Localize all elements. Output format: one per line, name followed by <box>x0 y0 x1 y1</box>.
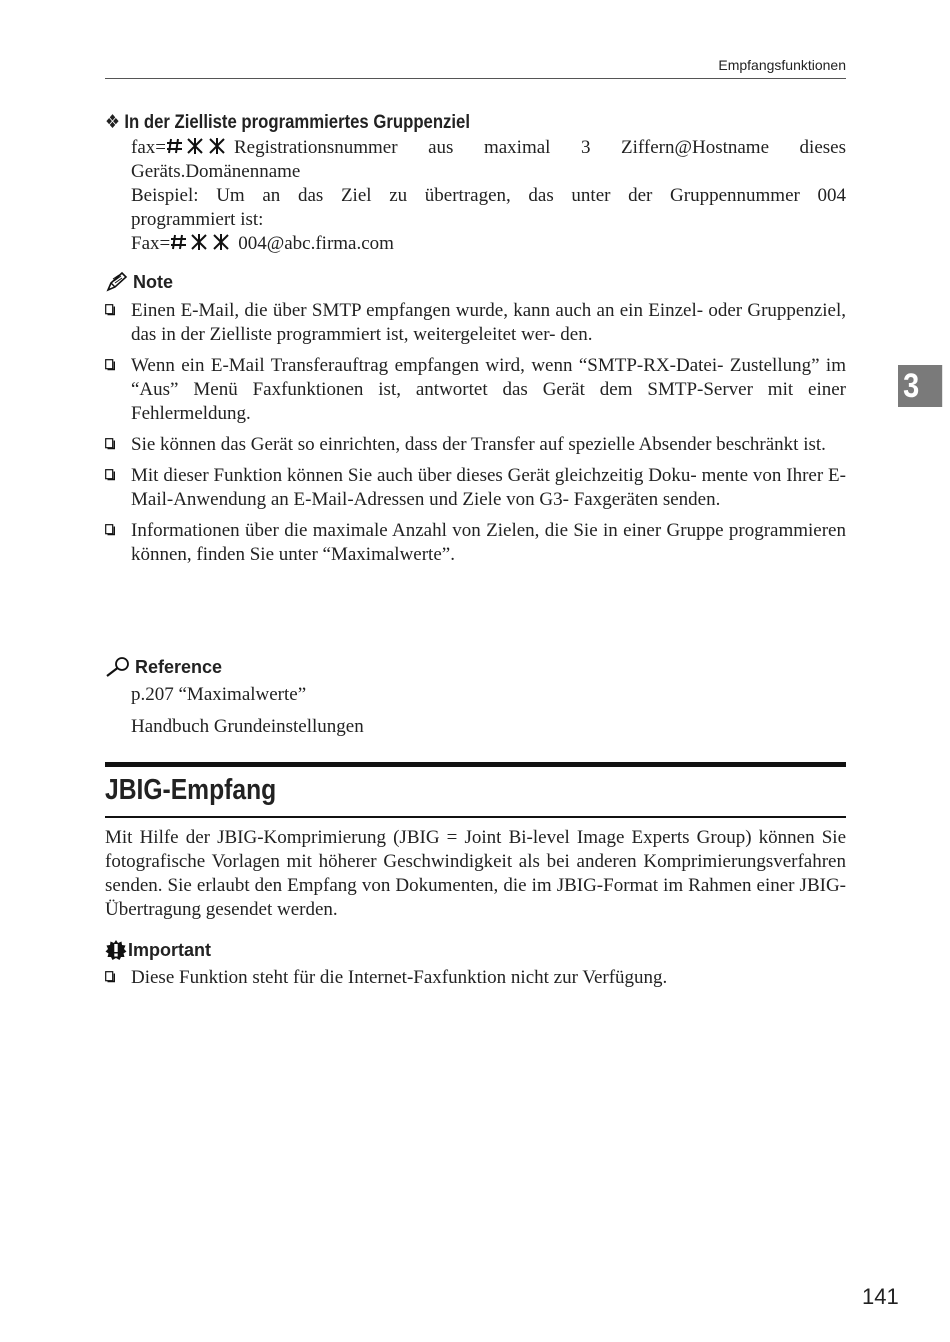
important-item <box>105 966 846 990</box>
note-item-text: Wenn ein E-Mail Transferauftrag empfangen wird, wenn “SMTP-RX-Datei- Zustellung” im “Aus” Menü Faxfunktionen ist, antwortet das Gerät dem SMTP-Server mit einer Fehlermeldung. <box>131 355 846 424</box>
group-line-4: programmiert ist: <box>131 209 264 230</box>
fax-example-suffix: 004@abc.firma.com <box>238 233 394 254</box>
fax-example-prefix: Fax= <box>131 233 171 254</box>
checkbox-bullet-icon <box>105 304 115 316</box>
checkbox-bullet-icon <box>105 524 115 536</box>
note-item <box>105 519 846 567</box>
important-label <box>105 939 211 961</box>
running-head: Empfangsfunktionen <box>718 57 846 73</box>
note-item-text: Einen E-Mail, die über SMTP empfangen wurde, kann auch an ein Einzel- oder Gruppenziel, das in der Zielliste programmiert ist, weitergeleitet wer- den. <box>131 300 846 345</box>
hash-star-star-symbol-icon <box>166 137 234 155</box>
jbig-paragraph-block <box>105 826 846 922</box>
note-item <box>105 433 846 457</box>
note-list <box>105 299 846 574</box>
group-line-2: Geräts.Domänenname <box>131 161 301 182</box>
reference-line: p.207 “Maximalwerte” <box>131 684 307 705</box>
group-line-3: Beispiel: Um an das Ziel zu übertragen, das unter der Gruppennummer 004 <box>131 185 846 206</box>
note-item <box>105 299 846 347</box>
note-item <box>105 354 846 426</box>
checkbox-bullet-icon <box>105 971 115 983</box>
hash-star-star-symbol-icon <box>170 233 238 251</box>
magnifier-icon <box>105 656 131 678</box>
header-rule <box>105 78 846 79</box>
section-title: JBIG-Empfang <box>105 774 277 806</box>
checkbox-bullet-icon <box>105 359 115 371</box>
jbig-paragraph: Mit Hilfe der JBIG-Komprimierung (JBIG = Joint Bi-level Image Experts Group) können Sie fotografische Vorlagen mit höherer Geschwindigkeit als bei anderen Komprimierungsverfahren senden. Sie erlaubt den Empfang von Dokumenten, die im JBIG-Format im Rahmen einer JBIG-Übertragung gesendet werden. <box>105 827 846 920</box>
important-item-text: Diese Funktion steht für die Internet-Faxfunktion nicht zur Verfügung. <box>131 967 668 988</box>
note-item <box>105 464 846 512</box>
reference-label-text: Reference <box>135 656 223 677</box>
reference-line: Handbuch Grundeinstellungen <box>131 716 364 737</box>
checkbox-bullet-icon <box>105 438 115 450</box>
fax-suffix: Registrationsnummer aus maximal 3 Ziffern@Hostname dieses <box>233 137 846 158</box>
note-label <box>105 271 173 293</box>
group-section-heading <box>105 111 470 134</box>
note-label-text: Note <box>133 271 173 292</box>
important-exclamation-icon <box>105 939 127 961</box>
reference-label <box>105 656 222 678</box>
pencil-icon <box>105 271 129 293</box>
group-line-5 <box>131 232 846 256</box>
note-item-text: Mit dieser Funktion können Sie auch über dieses Gerät gleichzeitig Doku- mente von Ihrer E-Mail-Anwendung an E-Mail-Adressen und Ziele von G3- Faxgeräten senden. <box>131 465 846 510</box>
diamond-bullet-icon: ❖ <box>105 112 121 133</box>
section-top-rule <box>105 762 846 767</box>
note-item-text: Informationen über die maximale Anzahl von Zielen, die Sie in einer Gruppe programmieren können, finden Sie unter “Maximalwerte”. <box>131 520 846 565</box>
group-section-body <box>131 136 846 256</box>
fax-prefix: fax= <box>131 137 166 158</box>
important-list <box>105 966 846 997</box>
group-heading-text: In der Zielliste programmiertes Gruppenziel <box>124 112 470 133</box>
note-item-text: Sie können das Gerät so einrichten, dass der Transfer auf spezielle Absender beschränkt ist. <box>131 434 826 455</box>
page-number: 141 <box>862 1284 899 1309</box>
chapter-tab: 3 <box>898 365 942 407</box>
section-bottom-rule <box>105 816 846 818</box>
checkbox-bullet-icon <box>105 469 115 481</box>
important-label-text: Important <box>128 939 211 960</box>
group-line-1 <box>131 136 846 160</box>
